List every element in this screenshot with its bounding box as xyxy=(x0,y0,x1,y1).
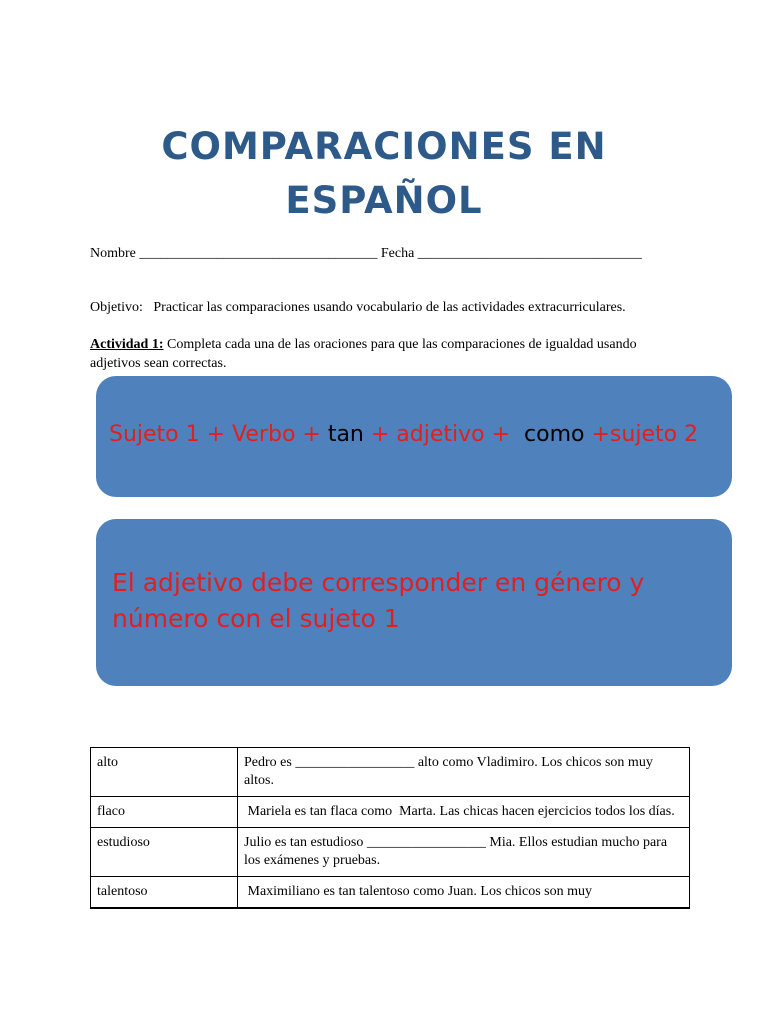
table-cell-sentence: Maximiliano es tan talentoso como Juan. Los chicos son muy xyxy=(238,877,690,909)
formula-box xyxy=(96,376,732,497)
table-row xyxy=(91,748,690,797)
title-line-1: COMPARACIONES EN xyxy=(161,125,607,168)
table-row xyxy=(91,877,690,909)
rule-text: El adjetivo debe corresponder en género y número con el sujeto 1 xyxy=(112,568,645,633)
page-title xyxy=(0,120,768,228)
formula-tan: tan xyxy=(327,422,364,447)
table-cell-word: flaco xyxy=(91,797,238,828)
table-cell-word: estudioso xyxy=(91,828,238,877)
table-cell-sentence: Mariela es tan flaca como Marta. Las chicas hacen ejercicios todos los días. xyxy=(238,797,690,828)
activity-label: Actividad 1: xyxy=(90,337,164,352)
table-cell-word: alto xyxy=(91,748,238,797)
activity-text: Completa cada una de las oraciones para que las comparaciones de igualdad usando adjetivos sean correctas. xyxy=(90,337,637,371)
objective-text: Objetivo: Practicar las comparaciones usando vocabulario de las actividades extracurriculares. xyxy=(90,300,626,315)
formula-part1: Sujeto 1 + Verbo + xyxy=(109,422,328,447)
formula-part3: +sujeto 2 xyxy=(584,422,699,447)
table-row xyxy=(91,797,690,828)
title-line-2: ESPAÑOL xyxy=(285,179,483,222)
table-cell-word: talentoso xyxy=(91,877,238,909)
exercise-table xyxy=(90,747,690,909)
rule-box xyxy=(96,519,732,686)
formula-part2: + adjetivo + xyxy=(363,422,525,447)
activity-instructions xyxy=(90,335,670,373)
table-cell-sentence: Julio es tan estudioso _________________ Mia. Ellos estudian mucho para los exámenes y pruebas. xyxy=(238,828,690,877)
formula-como: como xyxy=(524,422,585,447)
name-date-line: Nombre __________________________________ Fecha ________________________________ xyxy=(90,246,642,261)
formula-text xyxy=(109,422,698,447)
table-cell-sentence: Pedro es _________________ alto como Vladimiro. Los chicos son muy altos. xyxy=(238,748,690,797)
table-row xyxy=(91,828,690,877)
